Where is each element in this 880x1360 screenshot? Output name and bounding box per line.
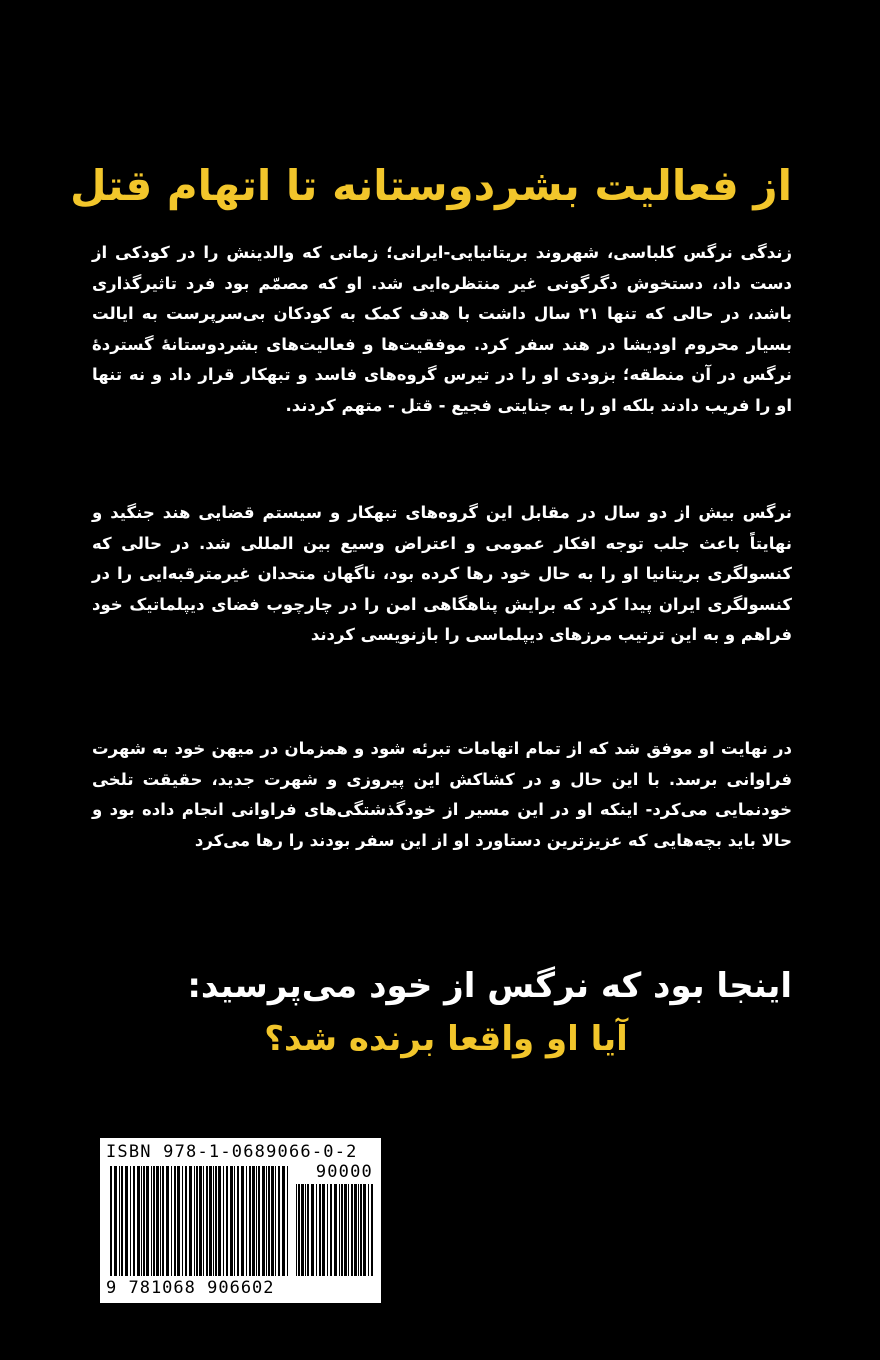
barcode-bar <box>275 1166 276 1276</box>
barcode-bar <box>171 1166 172 1276</box>
barcode-bar <box>282 1166 285 1276</box>
barcode-bar <box>358 1184 359 1276</box>
barcode-bar <box>322 1184 325 1276</box>
barcode-bar <box>119 1166 120 1276</box>
barcode-bar <box>354 1184 357 1276</box>
barcode-bar <box>125 1166 128 1276</box>
barcode-bar <box>114 1166 117 1276</box>
barcode-bar <box>341 1184 343 1276</box>
barcode-bar <box>234 1166 235 1276</box>
barcode-bar <box>218 1166 221 1276</box>
closing-question: اینجا بود که نرگس از خود می‌پرسید: <box>187 966 792 1006</box>
barcode-bar <box>230 1166 233 1276</box>
barcode-bar <box>237 1166 239 1276</box>
barcode-bar <box>141 1166 142 1276</box>
barcode-bar <box>226 1166 228 1276</box>
barcode-bar <box>266 1166 267 1276</box>
barcode-bar <box>298 1184 300 1276</box>
barcode-bar <box>249 1166 251 1276</box>
barcode-bar <box>360 1184 362 1276</box>
closing-answer: آیا او واقعا برنده شد؟ <box>264 1019 628 1059</box>
barcode-bar <box>166 1166 169 1276</box>
barcode-bars-main <box>110 1166 290 1276</box>
barcode-bar <box>287 1166 288 1276</box>
barcode-bar <box>196 1166 198 1276</box>
barcode-bar <box>110 1166 112 1276</box>
barcode-bar <box>209 1166 212 1276</box>
barcode-bar <box>121 1166 123 1276</box>
barcode-bar <box>130 1166 131 1276</box>
barcode-bar <box>258 1166 260 1276</box>
barcode-bar <box>305 1184 306 1276</box>
barcode-bar <box>185 1166 187 1276</box>
synopsis-paragraph-2: نرگس بیش از دو سال در مقابل این گروه‌های تبهکار و سیستم قضایی هند جنگید و نهایتاً باعث جلب توجه افکار عمومی و اعتراض وسیع بین المللی شد. در حالی که کنسولگری بریتانیا او را به حال خود رها کرده بود، ناگهان متحدان غیرمترقبه‌ایی را در کنسولگری ایران پیدا کرد که برایش پناهگاهی امن را در چارچوب فضای دیپلماتیک خود فراهم و به این ترتیب مرزهای دیپلماسی را بازنویسی کردند <box>92 503 792 645</box>
barcode-bar <box>327 1184 328 1276</box>
price-code-label: 90000 <box>315 1162 373 1182</box>
barcode-bar <box>143 1166 145 1276</box>
barcode-bar <box>271 1166 274 1276</box>
barcode-bar <box>146 1166 149 1276</box>
isbn-barcode <box>100 1138 381 1303</box>
synopsis-paragraph-3: در نهایت او موفق شد که از تمام اتهامات تبرئه شود و همزمان در میهن خود به شهرت فراوانی برسد. با این حال و در کشاکش این پیروزی و شهرت جدید، حقیقت تلخی خودنمایی می‌کرد- اینکه او در این مسیر از خودگذشتگی‌های فراوانی انجام داده بود و حالا باید بچه‌هایی که عزیزترین دستاورد او از این سفر بودند را رها می‌کرد <box>92 739 792 850</box>
barcode-bar <box>344 1184 347 1276</box>
barcode-bar <box>162 1166 164 1276</box>
isbn-label: ISBN 978-1-0689066-0-2 <box>106 1142 358 1162</box>
barcode-bar <box>133 1166 135 1276</box>
barcode-bar <box>151 1166 152 1276</box>
barcode-bar <box>268 1166 270 1276</box>
barcode-bar <box>311 1184 314 1276</box>
barcode-bar <box>203 1166 204 1276</box>
barcode-bar <box>246 1166 247 1276</box>
barcode-bar <box>371 1184 373 1276</box>
barcode-bar <box>334 1184 337 1276</box>
barcode-bar <box>307 1184 309 1276</box>
synopsis-paragraph-1: زندگی نرگس کلباسی، شهروند بریتانیایی-ایرانی؛ زمانی که والدینش را در کودکی از دست داد، دستخوش دگرگونی غیر منتظره‌ایی شد. او که مصمّم بود فرد تاثیرگذاری باشد، در حالی که تنها ۲۱ سال داشت با هدف کمک به کودکان بی‌سرپرست به ایالت بسیار محروم اودیشا در هند سفر کرد. موفقیت‌ها و فعالیت‌های بشردوستانهٔ گستردهٔ نرگس در آن منطقه؛ بزودی او را در تیرس گروه‌های فاسد و تبهکار قرار داد و نه تنها او را فریب دادند بلکه او را به جنایتی فجیع - قتل - متهم کردند. <box>92 243 792 415</box>
barcode-bars-addon <box>296 1184 374 1276</box>
barcode-bar <box>137 1166 140 1276</box>
barcode-bar <box>348 1184 349 1276</box>
barcode-bar <box>316 1184 317 1276</box>
barcode-bar <box>206 1166 208 1276</box>
barcode-bar <box>351 1184 353 1276</box>
barcode-bar <box>330 1184 332 1276</box>
barcode-bar <box>189 1166 192 1276</box>
barcode-bar <box>256 1166 257 1276</box>
barcode-bar <box>363 1184 366 1276</box>
barcode-bar <box>199 1166 202 1276</box>
barcode-bar <box>156 1166 159 1276</box>
barcode-bar <box>319 1184 321 1276</box>
barcode-bar <box>368 1184 369 1276</box>
barcode-bar <box>182 1166 183 1276</box>
barcode-bar <box>241 1166 244 1276</box>
barcode-bar <box>301 1184 304 1276</box>
barcode-bar <box>262 1166 265 1276</box>
barcode-bar <box>160 1166 161 1276</box>
barcode-bar <box>194 1166 195 1276</box>
barcode-bar <box>177 1166 180 1276</box>
barcode-digits: 9 781068 906602 <box>106 1278 275 1298</box>
barcode-bar <box>296 1184 297 1276</box>
barcode-bar <box>223 1166 224 1276</box>
barcode-bar <box>278 1166 280 1276</box>
barcode-bar <box>153 1166 155 1276</box>
barcode-bar <box>215 1166 217 1276</box>
barcode-bar <box>213 1166 214 1276</box>
barcode-bar <box>339 1184 340 1276</box>
barcode-bar <box>252 1166 255 1276</box>
book-title: از فعالیت بشردوستانه تا اتهام قتل <box>70 161 792 211</box>
barcode-bar <box>174 1166 176 1276</box>
